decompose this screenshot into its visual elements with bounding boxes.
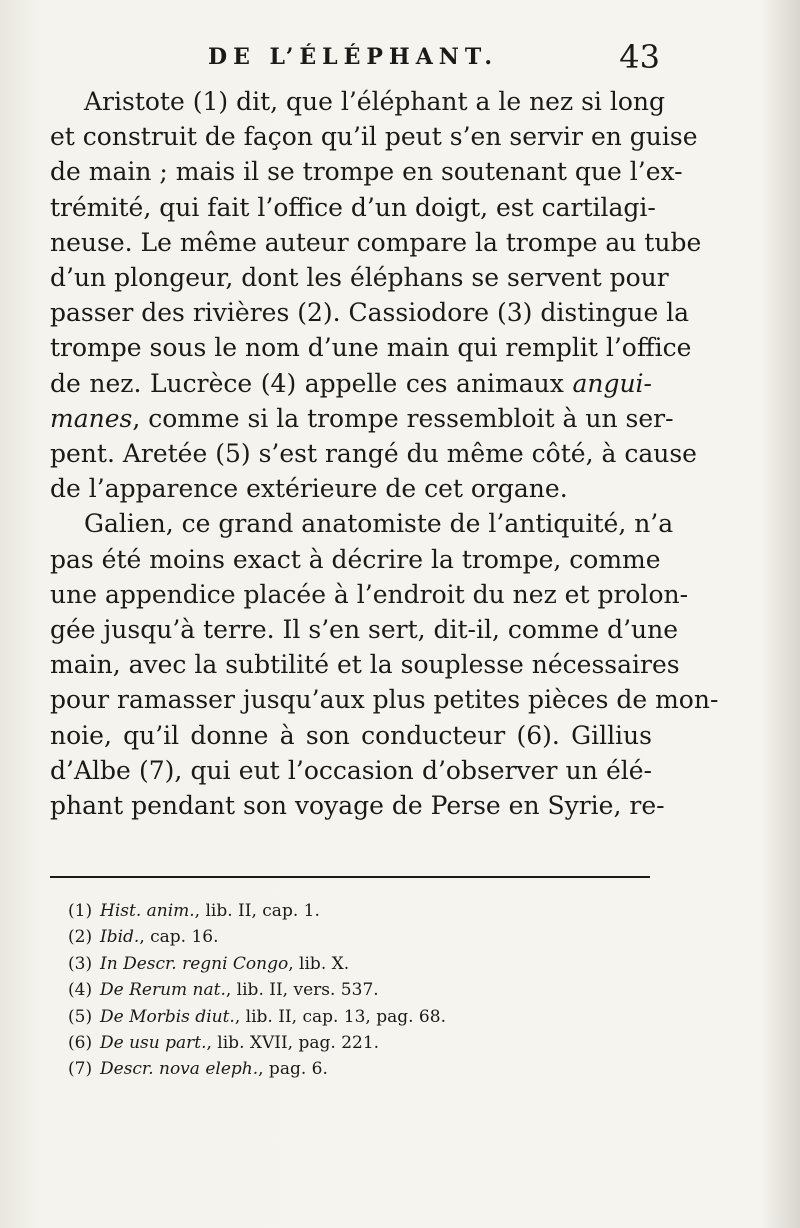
footnote-ref: , lib. II, cap. 13, pag. 68. bbox=[234, 1006, 446, 1027]
text-line: de l’apparence extérieure de cet organe. bbox=[50, 474, 568, 504]
running-head: DE L’ÉLÉPHANT. bbox=[208, 44, 499, 70]
footnote-number: (5) bbox=[68, 1006, 93, 1027]
body-text bbox=[50, 84, 719, 823]
footnote-ref: , lib. II, vers. 537. bbox=[225, 980, 379, 1001]
text-line: une appendice placée à l’endroit du nez et prolon- bbox=[50, 579, 689, 609]
text-line: main, avec la subtilité et la souplesse nécessaires bbox=[50, 650, 680, 680]
page-header bbox=[80, 38, 660, 78]
text-line: Galien, ce grand anatomiste de l’antiquité, n’a bbox=[84, 509, 674, 539]
footnote-ref: , lib. X. bbox=[288, 953, 350, 974]
footnote bbox=[68, 1004, 648, 1030]
footnote-title: De Morbis diut. bbox=[100, 1006, 235, 1027]
footnotes bbox=[68, 898, 648, 1083]
footnote bbox=[68, 1056, 648, 1082]
footnote-ref: , pag. 6. bbox=[258, 1059, 328, 1080]
text-line: Aristote (1) dit, que l’éléphant a le nez si long bbox=[84, 87, 666, 116]
footnote-number: (3) bbox=[68, 953, 93, 974]
footnote-title: Hist. anim. bbox=[100, 901, 195, 921]
footnote-ref: , lib. XVII, pag. 221. bbox=[206, 1033, 380, 1054]
text-line: passer des rivières (2). Cassiodore (3) distingue la bbox=[50, 298, 690, 328]
footnote-number: (6) bbox=[68, 1033, 93, 1054]
footnote-title: De usu part. bbox=[100, 1033, 207, 1054]
footnote-number: (7) bbox=[68, 1059, 93, 1080]
page-number: 43 bbox=[619, 38, 660, 76]
text-line: phant pendant son voyage de Perse en Syrie, re- bbox=[50, 791, 665, 821]
footnote-number: (2) bbox=[68, 927, 93, 948]
footnote-number: (4) bbox=[68, 980, 93, 1001]
footnote bbox=[68, 951, 648, 977]
text-line: gée jusqu’à terre. Il s’en sert, dit-il, comme d’une bbox=[50, 615, 679, 645]
paragraph-galien bbox=[50, 506, 719, 823]
footnote-title: Descr. nova eleph. bbox=[100, 1059, 259, 1080]
text-segment: , comme si la trompe ressembloit à un ser- bbox=[132, 403, 674, 433]
italic-word: manes bbox=[50, 403, 133, 433]
footnote-divider bbox=[50, 876, 650, 878]
text-line: d’un plongeur, dont les éléphans se servent pour bbox=[50, 263, 669, 293]
text-line: pas été moins exact à décrire la trompe, comme bbox=[50, 544, 661, 574]
footnote-ref: , cap. 16. bbox=[139, 927, 219, 948]
footnote-ref: , lib. II, cap. 1. bbox=[194, 901, 320, 921]
text-line: noie, qu’il donne à son conducteur (6). Gillius bbox=[50, 720, 652, 750]
footnote-number: (1) bbox=[68, 901, 93, 921]
paragraph-aristote bbox=[50, 84, 702, 506]
text-line: pent. Aretée (5) s’est rangé du même côté, à cause bbox=[50, 439, 697, 469]
footnote-title: In Descr. regni Congo bbox=[100, 953, 289, 974]
text-line: de main ; mais il se trompe en soutenant que l’ex- bbox=[50, 157, 683, 187]
text-line: neuse. Le même auteur compare la trompe au tube bbox=[50, 227, 702, 257]
footnote-title: Ibid. bbox=[100, 927, 140, 948]
text-line: trémité, qui fait l’office d’un doigt, est cartilagi- bbox=[50, 192, 656, 222]
footnote bbox=[68, 898, 648, 924]
footnote bbox=[68, 924, 648, 950]
text-line-with-italic bbox=[50, 366, 652, 401]
text-line: d’Albe (7), qui eut l’occasion d’observer un élé- bbox=[50, 755, 652, 785]
text-segment: de nez. Lucrèce (4) appelle ces animaux bbox=[50, 368, 564, 398]
text-line-with-italic bbox=[50, 401, 674, 436]
text-line: pour ramasser jusqu’aux plus petites pièces de mon- bbox=[50, 685, 719, 715]
italic-word: angui- bbox=[572, 368, 652, 398]
text-line: et construit de façon qu’il peut s’en servir en guise bbox=[50, 122, 698, 152]
text-line: trompe sous le nom d’une main qui remplit l’office bbox=[50, 333, 692, 363]
footnote-title: De Rerum nat. bbox=[100, 980, 226, 1001]
footnote bbox=[68, 1030, 648, 1056]
footnote bbox=[68, 977, 648, 1003]
